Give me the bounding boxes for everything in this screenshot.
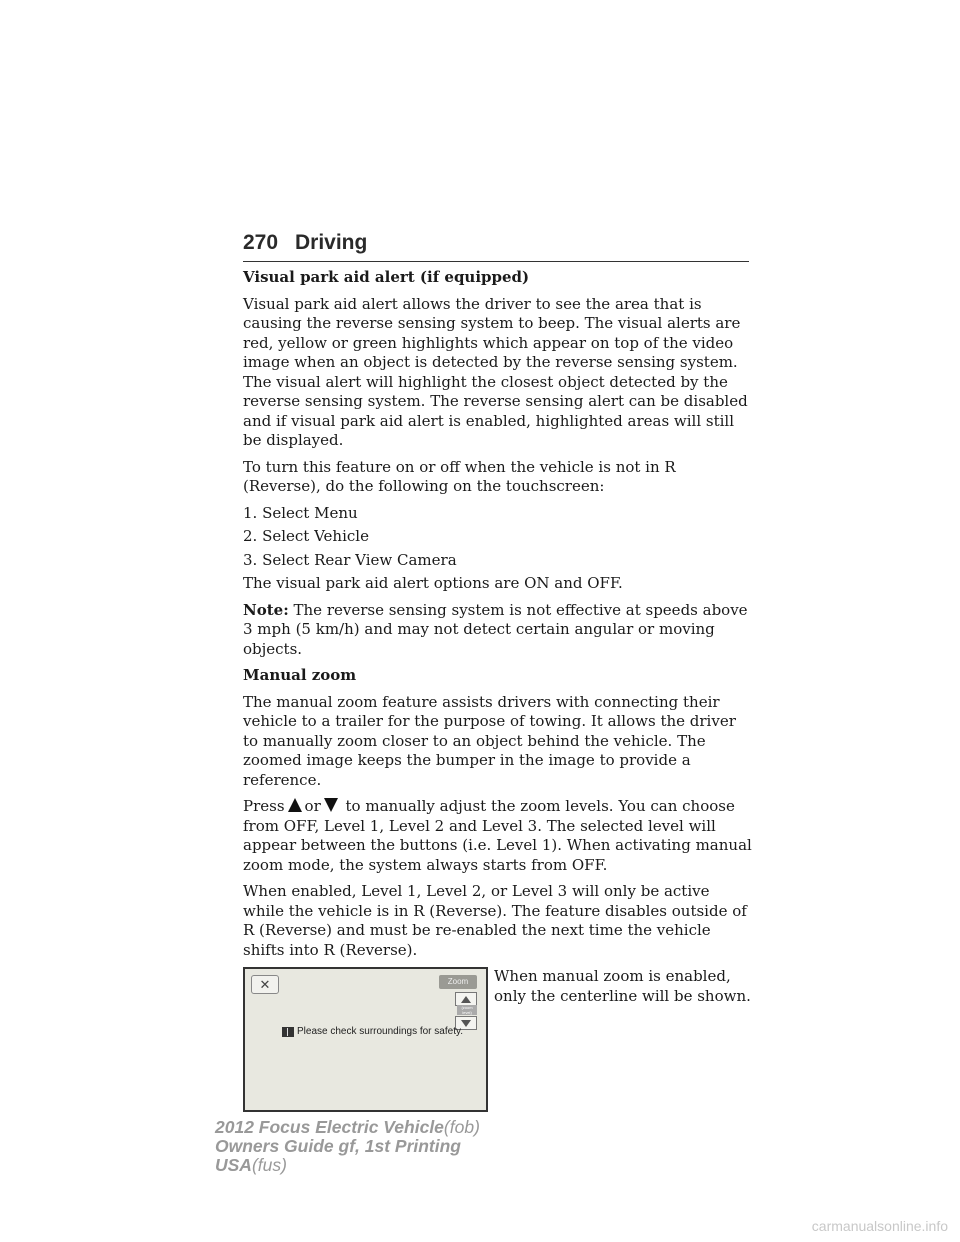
watermark: carmanualsonline.info [811, 1218, 948, 1234]
manual-zoom-paragraph-2 [243, 797, 753, 875]
visual-alert-paragraph-2: To turn this feature on or off when the vehicle is not in R (Reverse), do the following on the touchscreen: [243, 457, 676, 495]
note-label: Note: [243, 600, 289, 619]
safety-message [282, 1022, 463, 1042]
page-content [243, 268, 753, 1107]
footer-line-1 [215, 1118, 480, 1137]
footer-market-code: (fus) [251, 1155, 287, 1175]
step-1: 1. Select Menu [243, 503, 358, 522]
visual-alert-heading: Visual park aid alert (if equipped) [243, 268, 530, 286]
figure-row [243, 967, 753, 1107]
camera-screen-figure [243, 967, 488, 1112]
zoom-level-label: (zoom level) [457, 1005, 477, 1015]
manual-zoom-heading: Manual zoom [243, 666, 357, 684]
manual-zoom-paragraph-1: The manual zoom feature assists drivers with connecting their vehicle to a trailer for the purpose of towing. It allows the driver to manually zoom closer to an object behind the vehicle. The zoomed image keeps the bumper in the image to provide a reference. [243, 692, 736, 789]
press-word: Press [243, 797, 285, 815]
step-2: 2. Select Vehicle [243, 527, 369, 545]
close-icon: ✕ [251, 975, 279, 994]
visual-alert-paragraph-3: The visual park aid alert options are ON and OFF. [243, 574, 623, 592]
figure-caption: When manual zoom is enabled, only the centerline will be shown. [494, 967, 751, 1005]
note-text: The reverse sensing system is not effective at speeds above 3 mph (5 km/h) and may not detect certain angular or moving objects. [243, 600, 748, 658]
or-word: or [304, 797, 321, 815]
section-title: Driving [295, 231, 368, 254]
visual-alert-paragraph-1: Visual park aid alert allows the driver to see the area that is causing the reverse sensing system to beep. The visual alerts are red, yellow or green highlights which appear on top of the video image when an object is detected by the reverse sensing system. The visual alert will highlight the closest object detected by the reverse sensing system. The reverse sensing alert can be disabled and if visual park aid alert is enabled, highlighted areas will still be displayed. [243, 294, 748, 449]
arrow-up-icon [288, 798, 302, 812]
arrow-down-icon [324, 798, 338, 812]
footer-model-code: (fob) [443, 1117, 480, 1137]
footer-model: 2012 Focus Electric Vehicle [215, 1117, 444, 1137]
manual-zoom-paragraph-3: When enabled, Level 1, Level 2, or Level 3 will only be active while the vehicle is in R (Reverse). The feature disables outside of R (Reverse) and must be re-enabled the next time the vehicle shifts into R (Reverse). [243, 882, 747, 959]
footer-line-2: Owners Guide gf, 1st Printing [215, 1136, 461, 1156]
page-number: 270 [243, 231, 279, 254]
zoom-up-icon [455, 992, 477, 1006]
manual-zoom-paragraph-2-rest: to manually adjust the zoom levels. You can choose from OFF, Level 1, Level 2 and Level 3. The selected level will appear between the buttons (i.e. Level 1). When activating manual zoom mode, the system always starts from OFF. [243, 797, 752, 874]
step-3: 3. Select Rear View Camera [243, 550, 457, 569]
footer-line-3 [215, 1156, 480, 1175]
page-header [243, 231, 749, 262]
safety-text: Please check surroundings for safety. [297, 1026, 464, 1037]
footer [215, 1118, 480, 1175]
footer-market: USA [215, 1155, 252, 1175]
note [243, 601, 753, 660]
manual-book-icon [282, 1027, 294, 1037]
zoom-button: Zoom [439, 975, 477, 989]
